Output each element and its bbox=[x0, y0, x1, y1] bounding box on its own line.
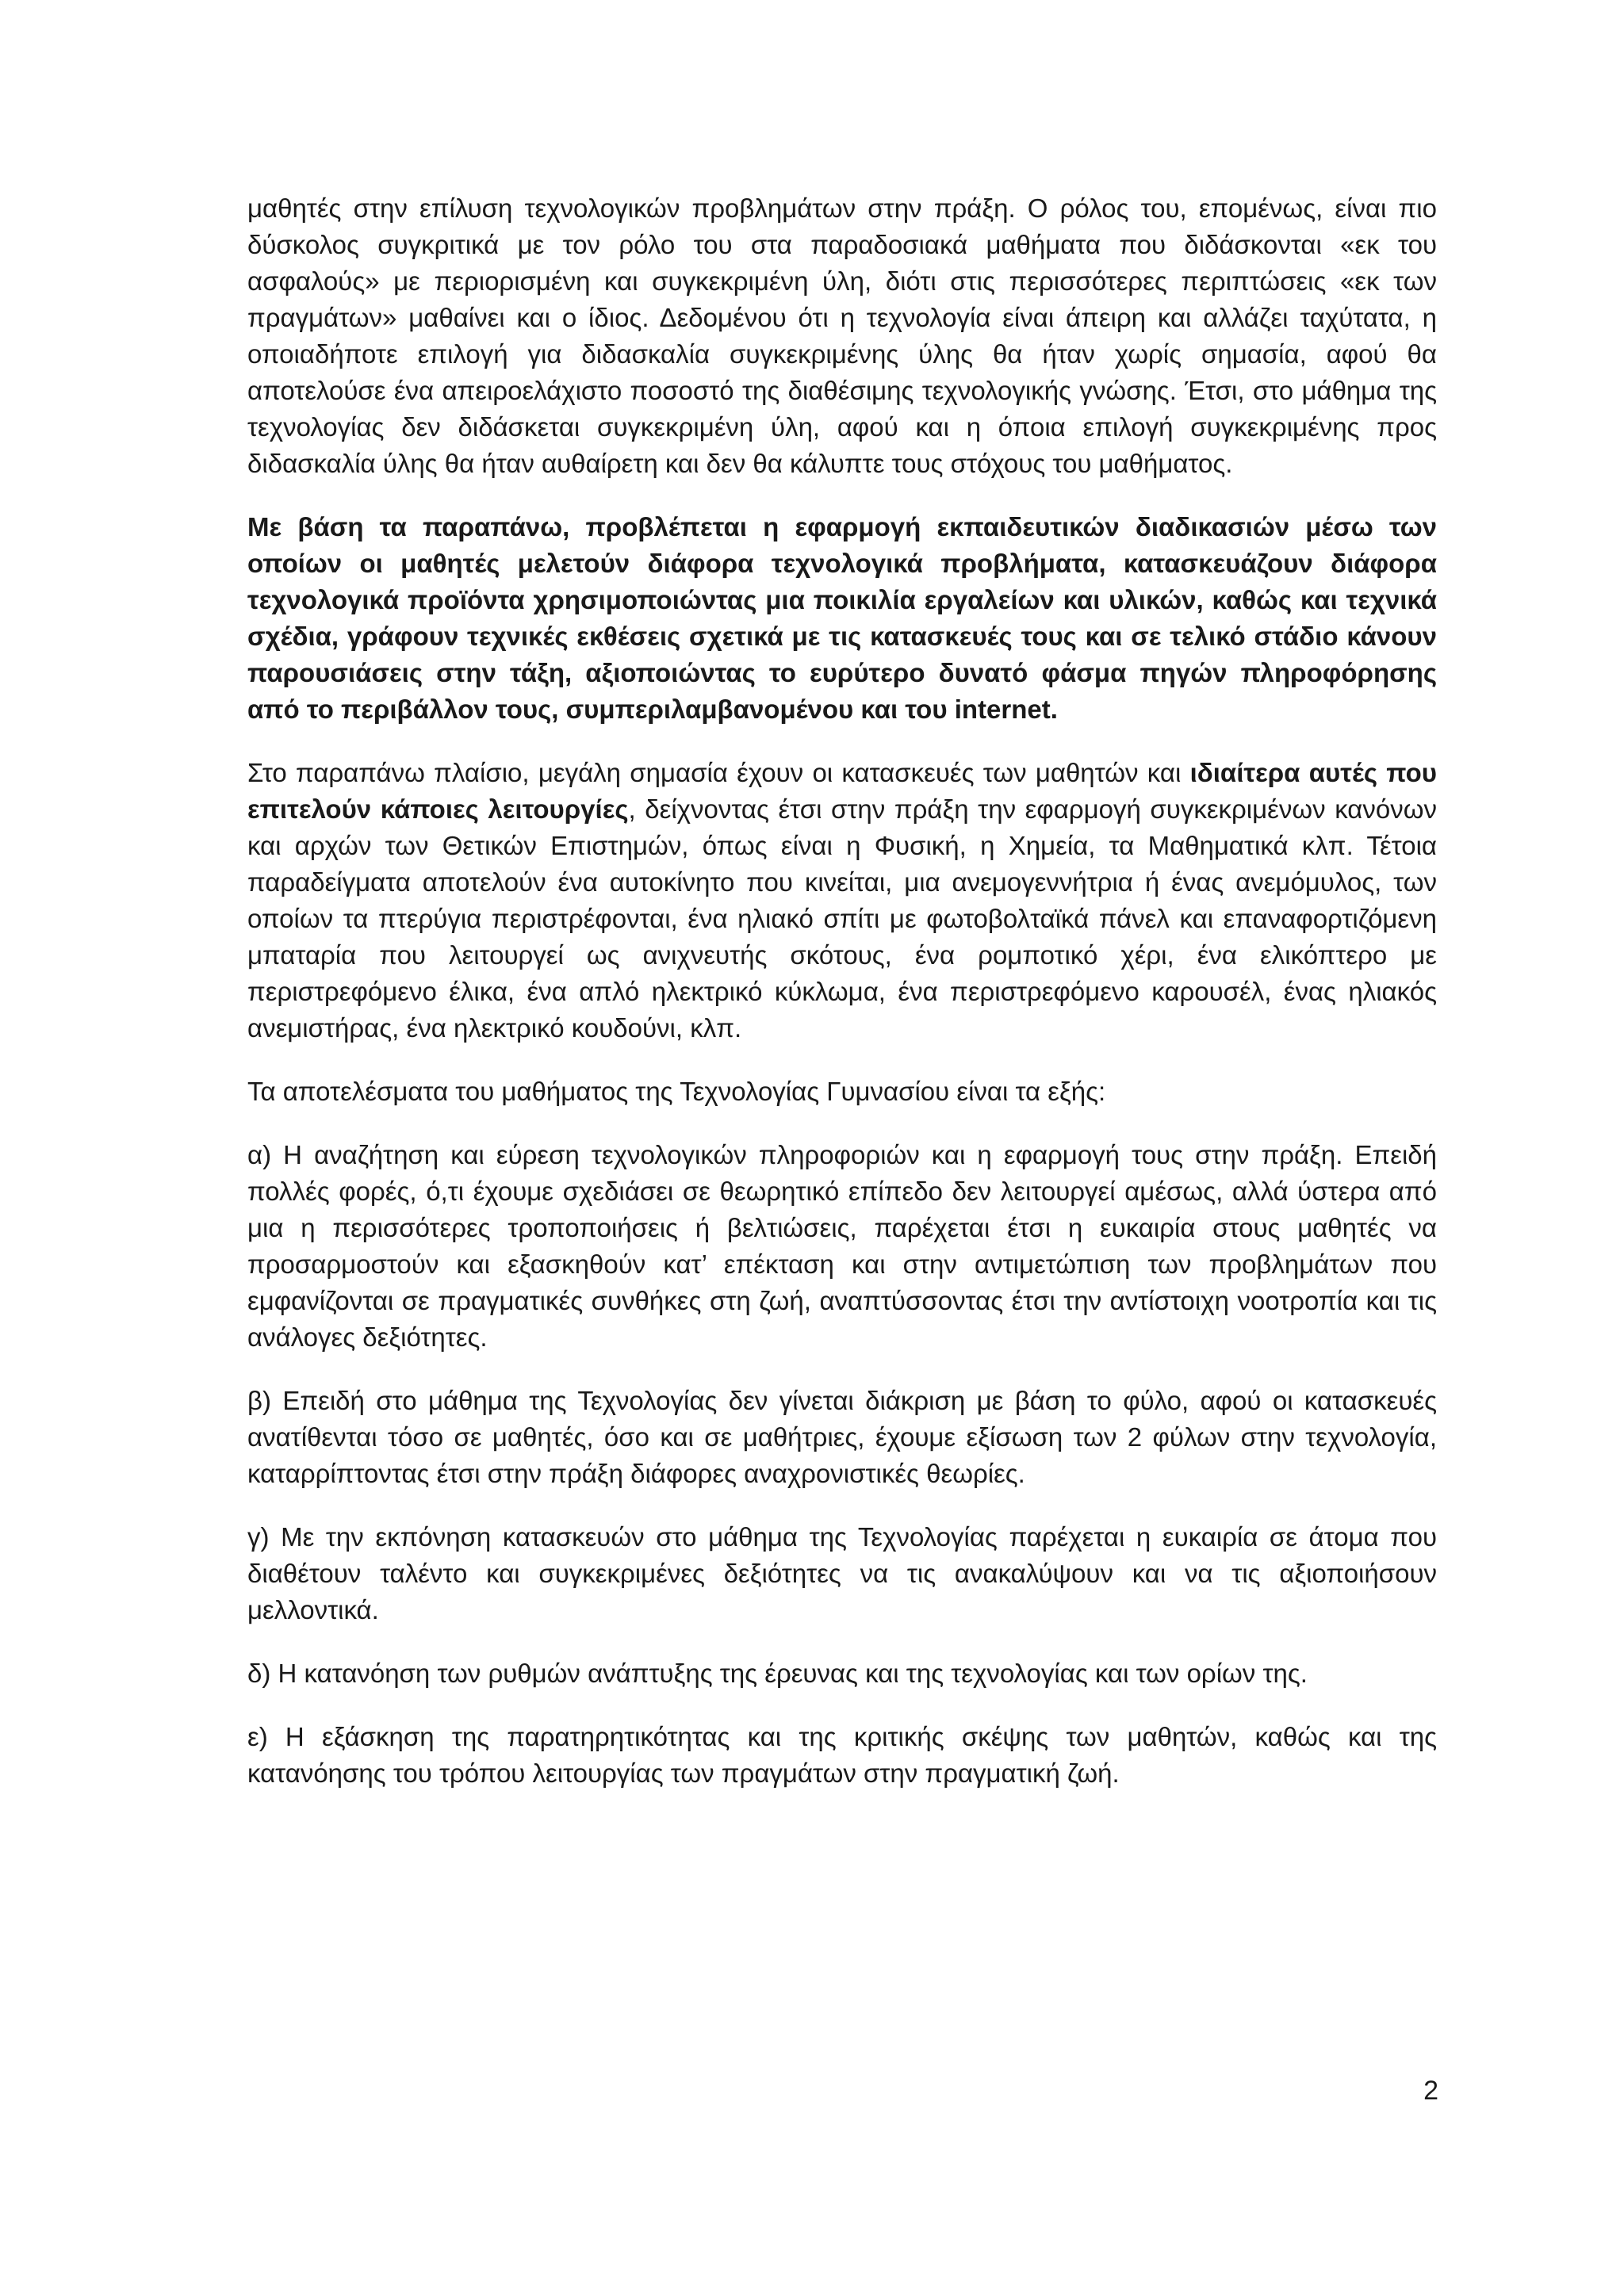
paragraph-constructions-start: Στο παραπάνω πλαίσιο, μεγάλη σημασία έχουν οι κατασκευές των μαθητών και bbox=[247, 758, 1190, 787]
outcome-item-c: γ) Με την εκπόνηση κατασκευών στο μάθημα της Τεχνολογίας παρέχεται η ευκαιρία σε άτομα που διαθέτουν ταλέντο και συγκεκριμένες δεξιότητες να τις ανακαλύψουν και να τις αξιοποιήσουν μελλοντικά. bbox=[247, 1522, 1437, 1624]
paragraph-outcomes-intro: Τα αποτελέσματα του μαθήματος της Τεχνολογίας Γυμνασίου είναι τα εξής: bbox=[247, 1077, 1106, 1106]
outcome-item-a: α) Η αναζήτηση και εύρεση τεχνολογικών πληροφοριών και η εφαρμογή τους στην πράξη. Επειδή πολλές φορές, ό,τι έχουμε σχεδιάσει σε θεωρητικό επίπεδο δεν λειτουργεί αμέσως, αλλά ύστερα από μια η περισσότερες τροποποιήσεις ή βελτιώσεις, παρέχεται έτσι η ευκαιρία στους μαθητές να προσαρμοστούν και εξασκηθούν κατ’ επέκταση και στην αντιμετώπιση των προβλημάτων που εμφανίζονται σε πραγματικές συνθήκες στη ζωή, αναπτύσσοντας έτσι την αντίστοιχη νοοτροπία και τις ανάλογες δεξιότητες. bbox=[247, 1140, 1437, 1352]
paragraph-constructions-end: , δείχνοντας έτσι στην πράξη την εφαρμογή συγκεκριμένων κανόνων και αρχών των Θετικών Επιστημών, όπως είναι η Φυσική, η Χημεία, τα Μαθηματικά κλπ. Τέτοια παραδείγματα αποτελούν ένα αυτοκίνητο που κινείται, μια ανεμογεννήτρια ή ένας ανεμόμυλος, των οποίων τα πτερύγια περιστρέφονται, ένα ηλιακό σπίτι με φωτοβολταϊκά πάνελ και επαναφορτιζόμενη μπαταρία που λειτουργεί ως ανιχνευτής σκότους, ένα ρομποτικό χέρι, ένα ελικόπτερο με περιστρεφόμενο έλικα, ένα απλό ηλεκτρικό κύκλωμα, ένα περιστρεφόμενο καρουσέλ, ένας ηλιακός ανεμιστήρας, ένα ηλεκτρικό κουδούνι, κλπ. bbox=[247, 794, 1437, 1043]
outcome-item-e: ε) Η εξάσκηση της παρατηρητικότητας και της κριτικής σκέψης των μαθητών, καθώς και της κατανόησης του τρόπου λειτουργίας των πραγμάτων στην πραγματική ζωή. bbox=[247, 1722, 1437, 1788]
paragraph-constructions-emphasis: ιδιαίτερα αυτές που επιτελούν κάποιες λειτουργίες bbox=[247, 758, 1437, 824]
outcome-item-b: β) Επειδή στο μάθημα της Τεχνολογίας δεν γίνεται διάκριση με βάση το φύλο, αφού οι κατασκευές ανατίθενται τόσο σε μαθητές, όσο και σε μαθήτριες, έχουμε εξίσωση των 2 φύλων στην τεχνολογία, καταρρίπτοντας έτσι στην πράξη διάφορες αναχρονιστικές θεωρίες. bbox=[247, 1386, 1437, 1488]
document-page bbox=[247, 190, 1437, 1819]
paragraph-teacher-role: μαθητές στην επίλυση τεχνολογικών προβλημάτων στην πράξη. Ο ρόλος του, επομένως, είναι πιο δύσκολος συγκριτικά με τον ρόλο του στα παραδοσιακά μαθήματα που διδάσκονται «εκ του ασφαλούς» με περιορισμένη και συγκεκριμένη ύλη, διότι στις περισσότερες περιπτώσεις «εκ των πραγμάτων» μαθαίνει και ο ίδιος. Δεδομένου ότι η τεχνολογία είναι άπειρη και αλλάζει ταχύτατα, η οποιαδήποτε επιλογή για διδασκαλία συγκεκριμένης ύλης θα ήταν χωρίς σημασία, αφού θα αποτελούσε ένα απειροελάχιστο ποσοστό της διαθέσιμης τεχνολογικής γνώσης. Έτσι, στο μάθημα της τεχνολογίας δεν διδάσκεται συγκεκριμένη ύλη, αφού και η όποια επιλογή συγκεκριμένης προς διδασκαλία ύλης θα ήταν αυθαίρετη και δεν θα κάλυπτε τους στόχους του μαθήματος. bbox=[247, 193, 1437, 478]
page-number: 2 bbox=[1423, 2076, 1438, 2106]
paragraph-educational-procedures: Με βάση τα παραπάνω, προβλέπεται η εφαρμογή εκπαιδευτικών διαδικασιών μέσω των οποίων οι μαθητές μελετούν διάφορα τεχνολογικά προβλήματα, κατασκευάζουν διάφορα τεχνολογικά προϊόντα χρησιμοποιώντας μια ποικιλία εργαλείων και υλικών, καθώς και τεχνικά σχέδια, γράφουν τεχνικές εκθέσεις σχετικά με τις κατασκευές τους και σε τελικό στάδιο κάνουν παρουσιάσεις στην τάξη, αξιοποιώντας το ευρύτερο δυνατό φάσμα πηγών πληροφόρησης από το περιβάλλον τους, συμπεριλαμβανομένου και του internet. bbox=[247, 512, 1437, 724]
outcome-item-d: δ) Η κατανόηση των ρυθμών ανάπτυξης της έρευνας και της τεχνολογίας και των ορίων της. bbox=[247, 1659, 1308, 1688]
paragraph-student-constructions bbox=[247, 755, 1437, 1047]
